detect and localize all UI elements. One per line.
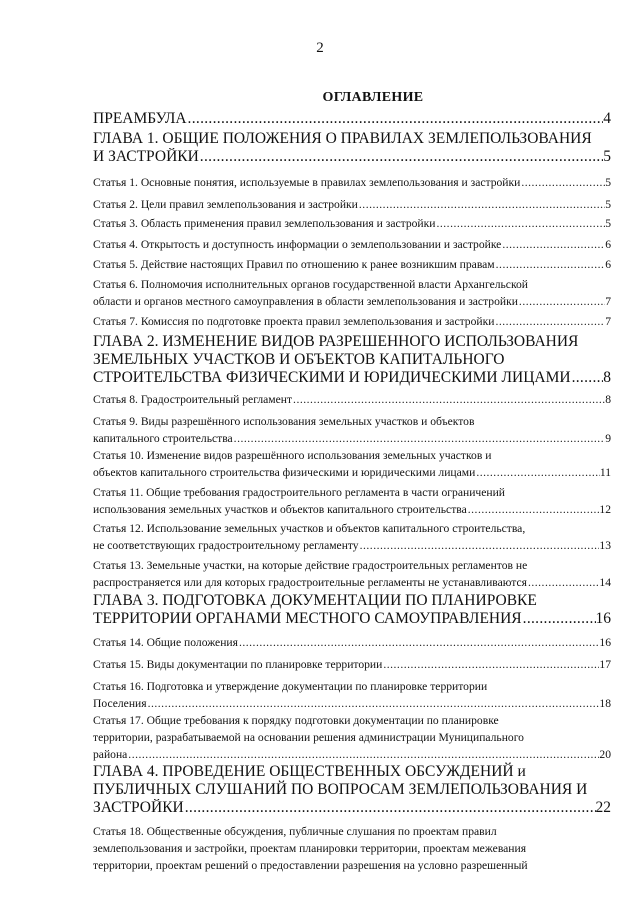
toc-chapter-entry[interactable] xyxy=(93,110,611,128)
toc-entry-text: Статья 18. Общественные обсуждения, публичные слушания по проектам правил xyxy=(93,825,497,838)
dot-leader xyxy=(501,236,605,253)
toc-article-entry[interactable] xyxy=(93,712,611,763)
toc-entry-text: капитального строительства xyxy=(93,432,233,445)
dot-leader xyxy=(475,464,600,481)
dot-leader xyxy=(238,634,599,651)
toc-entry-text: ТЕРРИТОРИИ ОРГАНАМИ МЕСТНОГО САМОУПРАВЛЕНИЯ xyxy=(93,610,522,627)
toc-article-entry[interactable] xyxy=(93,276,611,310)
dot-leader xyxy=(358,196,605,213)
toc-article-entry[interactable] xyxy=(93,678,611,712)
dot-leader xyxy=(359,537,600,554)
dot-leader xyxy=(147,695,600,712)
dot-leader xyxy=(494,313,605,330)
toc-entry-text: ПРЕАМБУЛА xyxy=(93,110,187,127)
dot-leader xyxy=(233,430,606,447)
toc-page-number: 13 xyxy=(599,539,611,552)
toc-article-entry[interactable] xyxy=(93,557,611,591)
dot-leader xyxy=(127,746,599,763)
toc-page-number: 16 xyxy=(595,610,611,627)
toc-entry-text: ГЛАВА 2. ИЗМЕНЕНИЕ ВИДОВ РАЗРЕШЕННОГО ИСПОЛЬЗОВАНИЯ xyxy=(93,333,579,350)
toc-article-entry[interactable] xyxy=(93,634,611,651)
toc-page-number: 5 xyxy=(605,217,611,230)
toc-page-number: 9 xyxy=(605,432,611,445)
toc-entry-text: использования земельных участков и объектов капитального строительства xyxy=(93,503,467,516)
toc-entry-text: Статья 13. Земельные участки, на которые действие градостроительных регламентов не xyxy=(93,559,528,572)
toc-entry-text: СТРОИТЕЛЬСТВА ФИЗИЧЕСКИМИ И ЮРИДИЧЕСКИМИ ЛИЦАМИ xyxy=(93,369,571,386)
toc-page-number: 6 xyxy=(605,258,611,271)
toc-page-number: 17 xyxy=(599,658,611,671)
toc-entry-text: Статья 12. Использование земельных участков и объектов капитального строительства, xyxy=(93,522,526,535)
toc-article-entry[interactable] xyxy=(93,656,611,673)
toc-entry-text: объектов капитального строительства физическими и юридическими лицами xyxy=(93,466,476,479)
toc-page-number: 6 xyxy=(605,238,611,251)
toc-entry-text: Поселения xyxy=(93,697,147,710)
toc-entry-text: Статья 17. Общие требования к порядку подготовки документации по планировке xyxy=(93,714,499,727)
toc-entry-text: Статья 6. Полномочия исполнительных органов государственной власти Архангельской xyxy=(93,278,529,291)
toc-page-number: 5 xyxy=(603,148,611,165)
toc-entry-text: распространяется или для которых градостроительные регламенты не устанавливаются xyxy=(93,576,527,589)
toc-page-number: 12 xyxy=(599,503,611,516)
toc-page-number: 8 xyxy=(603,369,611,386)
toc-entry-text: Статья 3. Область применения правил землепользования и застройки xyxy=(93,217,436,230)
dot-leader xyxy=(199,148,603,166)
toc-entry-text: ЗАСТРОЙКИ xyxy=(93,799,184,816)
toc-entry-text: Статья 5. Действие настоящих Правил по отношению к ранее возникшим правам xyxy=(93,258,495,271)
toc-article-entry[interactable] xyxy=(93,413,611,447)
toc-article-entry[interactable] xyxy=(93,256,611,273)
dot-leader xyxy=(527,574,599,591)
toc-article-entry[interactable] xyxy=(93,391,611,408)
toc-page-number: 5 xyxy=(605,198,611,211)
toc-article-entry[interactable] xyxy=(93,520,611,554)
toc-entry-text: землепользования и застройки, проектам планировки территории, проектам межевания xyxy=(93,842,527,855)
toc-entry-text: области и органов местного самоуправления в области землепользования и застройки xyxy=(93,295,518,308)
toc-entry-text: Статья 8. Градостроительный регламент xyxy=(93,393,293,406)
toc-page-number: 11 xyxy=(599,466,611,479)
dot-leader xyxy=(495,256,606,273)
dot-leader xyxy=(520,174,605,191)
toc-page-number: 22 xyxy=(595,799,611,816)
toc-entry-text: ЗЕМЕЛЬНЫХ УЧАСТКОВ И ОБЪЕКТОВ КАПИТАЛЬНОГО xyxy=(93,351,505,368)
dot-leader xyxy=(467,501,600,518)
dot-leader xyxy=(522,610,596,628)
toc-entry-text: Статья 10. Изменение видов разрешённого использования земельных участков и xyxy=(93,449,492,462)
toc-article-entry[interactable] xyxy=(93,313,611,330)
dot-leader xyxy=(435,215,605,232)
toc-title: ОГЛАВЛЕНИЕ xyxy=(322,90,424,105)
toc-entry-text: И ЗАСТРОЙКИ xyxy=(93,148,199,165)
toc-entry-text: Статья 7. Комиссия по подготовке проекта правил землепользования и застройки xyxy=(93,315,495,328)
toc-page-number: 18 xyxy=(599,697,611,710)
toc-article-entry[interactable] xyxy=(93,215,611,232)
page-number: 2 xyxy=(316,40,324,56)
dot-leader xyxy=(292,391,605,408)
toc-entry-text: территории, проектам решений о предоставлении разрешения на условно разрешенный xyxy=(93,859,528,872)
toc-entry-text: не соответствующих градостроительному регламенту xyxy=(93,539,359,552)
toc-article-entry[interactable] xyxy=(93,447,611,481)
toc-entry-text: Статья 4. Открытость и доступность информации о землепользовании и застройке xyxy=(93,238,502,251)
dot-leader xyxy=(518,293,605,310)
dot-leader xyxy=(571,369,604,387)
toc-entry-text: территории, разрабатываемой на основании решения администрации Муниципального xyxy=(93,731,524,744)
toc-entry-text: ГЛАВА 4. ПРОВЕДЕНИЕ ОБЩЕСТВЕННЫХ ОБСУЖДЕНИЙ и xyxy=(93,763,526,780)
toc-entry-text: ГЛАВА 1. ОБЩИЕ ПОЛОЖЕНИЯ О ПРАВИЛАХ ЗЕМЛЕПОЛЬЗОВАНИЯ xyxy=(93,130,592,147)
toc-chapter-entry[interactable] xyxy=(93,333,611,387)
toc-page-number: 7 xyxy=(605,295,611,308)
toc-article-entry[interactable] xyxy=(93,823,611,874)
toc-article-entry[interactable] xyxy=(93,196,611,213)
toc-entry-text: Статья 9. Виды разрешённого использования земельных участков и объектов xyxy=(93,415,475,428)
toc-chapter-entry[interactable] xyxy=(93,130,611,166)
toc-entry-text: района xyxy=(93,748,128,761)
toc-entry-text: Статья 14. Общие положения xyxy=(93,636,238,649)
dot-leader xyxy=(382,656,599,673)
toc-page-number: 4 xyxy=(603,110,611,127)
toc-page-number: 14 xyxy=(599,576,611,589)
toc-entry-text: Статья 2. Цели правил землепользования и застройки xyxy=(93,198,358,211)
toc-page-number: 7 xyxy=(605,315,611,328)
dot-leader xyxy=(184,799,596,817)
toc-chapter-entry[interactable] xyxy=(93,763,611,817)
toc-article-entry[interactable] xyxy=(93,484,611,518)
toc-page-number: 20 xyxy=(599,748,611,761)
toc-entry-text: Статья 16. Подготовка и утверждение документации по планировке территории xyxy=(93,680,488,693)
toc-article-entry[interactable] xyxy=(93,174,611,191)
toc-entry-text: Статья 15. Виды документации по планировке территории xyxy=(93,658,383,671)
toc-page-number: 8 xyxy=(605,393,611,406)
toc-entry-text: ГЛАВА 3. ПОДГОТОВКА ДОКУМЕНТАЦИИ ПО ПЛАНИРОВКЕ xyxy=(93,592,537,609)
toc-article-entry[interactable] xyxy=(93,236,611,253)
dot-leader xyxy=(187,110,604,128)
toc-entry-text: ПУБЛИЧНЫХ СЛУШАНИЙ ПО ВОПРОСАМ ЗЕМЛЕПОЛЬЗОВАНИЯ И xyxy=(93,781,588,798)
toc-page-number: 5 xyxy=(605,176,611,189)
toc-chapter-entry[interactable] xyxy=(93,592,611,628)
toc-entry-text: Статья 11. Общие требования градостроительного регламента в части ограничений xyxy=(93,486,506,499)
toc-page-number: 16 xyxy=(599,636,611,649)
toc-entry-text: Статья 1. Основные понятия, используемые в правилах землепользования и застройки xyxy=(93,176,521,189)
